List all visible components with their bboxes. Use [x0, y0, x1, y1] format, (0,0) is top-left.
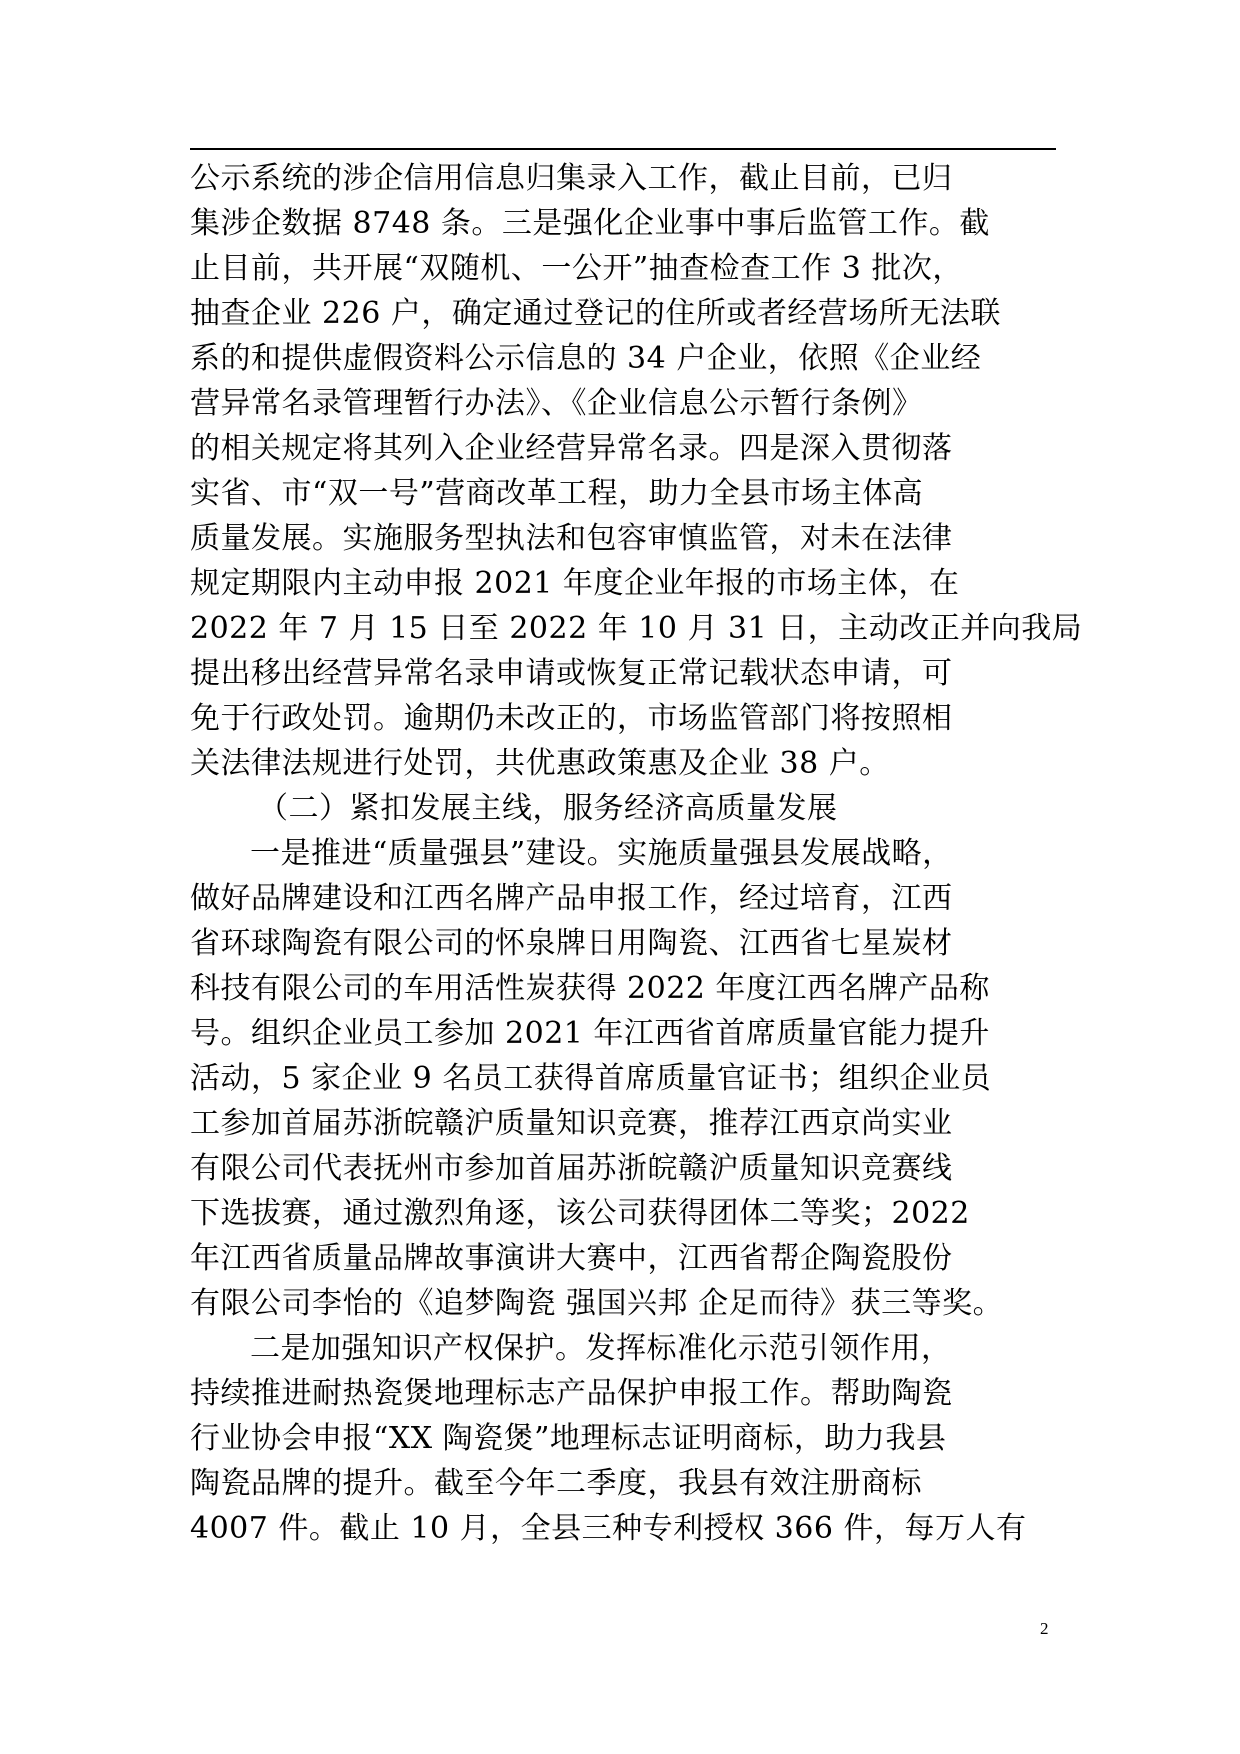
text-line: 公示系统的涉企信用信息归集录入工作，截止目前，已归: [190, 161, 953, 196]
text-line: 4007 件。截止 10 月，全县三种专利授权 366 件，每万人有: [190, 1511, 1027, 1546]
text-line: 抽查企业 226 户，确定通过登记的住所或者经营场所无法联: [190, 296, 1001, 331]
text-line: 活动，5 家企业 9 名员工获得首席质量官证书；组织企业员: [190, 1061, 992, 1096]
text-line: 营异常名录管理暂行办法》、《企业信息公示暂行条例》: [190, 386, 923, 421]
text-line: 持续推进耐热瓷煲地理标志产品保护申报工作。帮助陶瓷: [190, 1376, 953, 1411]
text-line: 有限公司李怡的《追梦陶瓷 强国兴邦 企足而待》获三等奖。: [190, 1286, 1004, 1321]
text-line: 科技有限公司的车用活性炭获得 2022 年度江西名牌产品称: [190, 971, 990, 1006]
text-line: 质量发展。实施服务型执法和包容审慎监管，对未在法律: [190, 521, 953, 556]
text-line: 实省、市“双一号”营商改革工程，助力全县市场主体高: [190, 476, 924, 511]
text-line: 号。组织企业员工参加 2021 年江西省首席质量官能力提升: [190, 1016, 990, 1051]
text-line: 2022 年 7 月 15 日至 2022 年 10 月 31 日，主动改正并向我局: [190, 611, 1083, 646]
text-line: 二是加强知识产权保护。发挥标准化示范引领作用，: [250, 1331, 952, 1366]
text-line: 集涉企数据 8748 条。三是强化企业事中事后监管工作。截: [190, 206, 990, 241]
page-number: 2: [1040, 1619, 1049, 1638]
section-heading: （二）紧扣发展主线，服务经济高质量发展: [258, 791, 838, 826]
text-line: 止目前，共开展“双随机、一公开”抽查检查工作 3 批次，: [190, 251, 963, 286]
text-line: 行业协会申报“XX 陶瓷煲”地理标志证明商标，助力我县: [190, 1421, 947, 1456]
text-line: 免于行政处罚。逾期仍未改正的，市场监管部门将按照相: [190, 701, 953, 736]
text-line: 有限公司代表抚州市参加首届苏浙皖赣沪质量知识竞赛线: [190, 1151, 953, 1186]
text-line: 提出移出经营异常名录申请或恢复正常记载状态申请，可: [190, 656, 953, 691]
text-line: 的相关规定将其列入企业经营异常名录。四是深入贯彻落: [190, 431, 953, 466]
text-line: 省环球陶瓷有限公司的怀泉牌日用陶瓷、江西省七星炭材: [190, 926, 953, 961]
text-line: 陶瓷品牌的提升。截至今年二季度，我县有效注册商标: [190, 1466, 922, 1501]
text-line: 系的和提供虚假资料公示信息的 34 户企业，依照《企业经: [190, 341, 982, 376]
text-line: 下选拔赛，通过激烈角逐，该公司获得团体二等奖；2022: [190, 1196, 970, 1231]
header-rule: [190, 148, 1056, 150]
text-line: 年江西省质量品牌故事演讲大赛中，江西省帮企陶瓷股份: [190, 1241, 953, 1276]
text-line: 工参加首届苏浙皖赣沪质量知识竞赛，推荐江西京尚实业: [190, 1106, 953, 1141]
text-line: 做好品牌建设和江西名牌产品申报工作，经过培育，江西: [190, 881, 953, 916]
text-line: 一是推进“质量强县”建设。实施质量强县发展战略，: [250, 836, 953, 871]
document-body: [190, 156, 1083, 1551]
text-line: 规定期限内主动申报 2021 年度企业年报的市场主体，在: [190, 566, 960, 601]
text-line: 关法律法规进行处罚，共优惠政策惠及企业 38 户。: [190, 746, 890, 781]
